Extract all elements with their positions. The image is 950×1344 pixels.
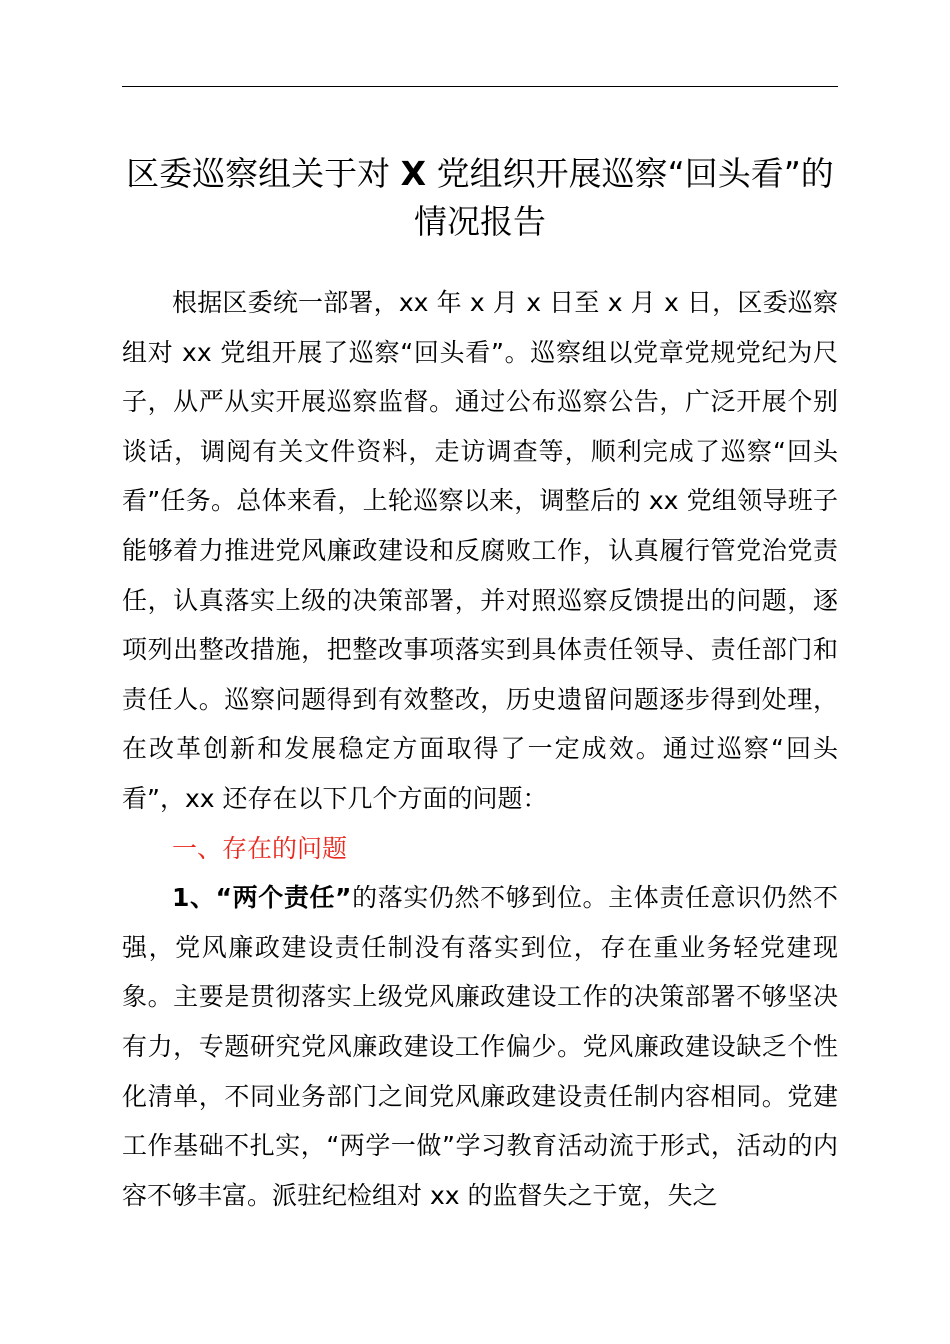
title-part1: 区委巡察组关于对 [126, 154, 401, 193]
title-x: X [400, 154, 427, 193]
item-1-lead: 1、“两个责任” [172, 883, 352, 913]
document-body [122, 278, 838, 1220]
paragraph-item-1 [122, 873, 838, 1220]
paragraph-intro: 根据区委统一部署，xx 年 x 月 x 日至 x 月 x 日，区委巡察组对 xx 党组开展了巡察“回头看”。巡察组以党章党规党纪为尺子，从严从实开展巡察监督。通过公布巡察公告，广泛开展个别谈话，调阅有关文件资料，走访调查等，顺利完成了巡察“回头看”任务。总体来看，上轮巡察以来，调整后的 xx 党组领导班子能够着力推进党风廉政建设和反腐败工作，认真履行管党治党责任，认真落实上级的决策部署，并对照巡察反馈提出的问题，逐项列出整改措施，把整改事项落实到具体责任领导、责任部门和责任人。巡察问题得到有效整改，历史遗留问题逐步得到处理，在改革创新和发展稳定方面取得了一定成效。通过巡察“回头看”，xx 还存在以下几个方面的问题： [122, 288, 838, 813]
item-1-text: 的落实仍然不够到位。主体责任意识仍然不强，党风廉政建设责任制没有落实到位，存在重业务轻党建现象。主要是贯彻落实上级党风廉政建设工作的决策部署不够坚决有力，专题研究党风廉政建设工作偏少。党风廉政建设缺乏个性化清单，不同业务部门之间党风廉政建设责任制内容相同。党建工作基础不扎实，“两学一做”学习教育活动流于形式，活动的内容不够丰富。派驻纪检组对 xx 的监督失之于宽，失之 [122, 883, 838, 1210]
section-heading-problems: 一、存在的问题 [172, 833, 348, 863]
document-title [122, 150, 838, 246]
title-part2: 党组织开展巡察“回头看”的情况报告 [414, 154, 834, 241]
header-rule [122, 86, 838, 87]
